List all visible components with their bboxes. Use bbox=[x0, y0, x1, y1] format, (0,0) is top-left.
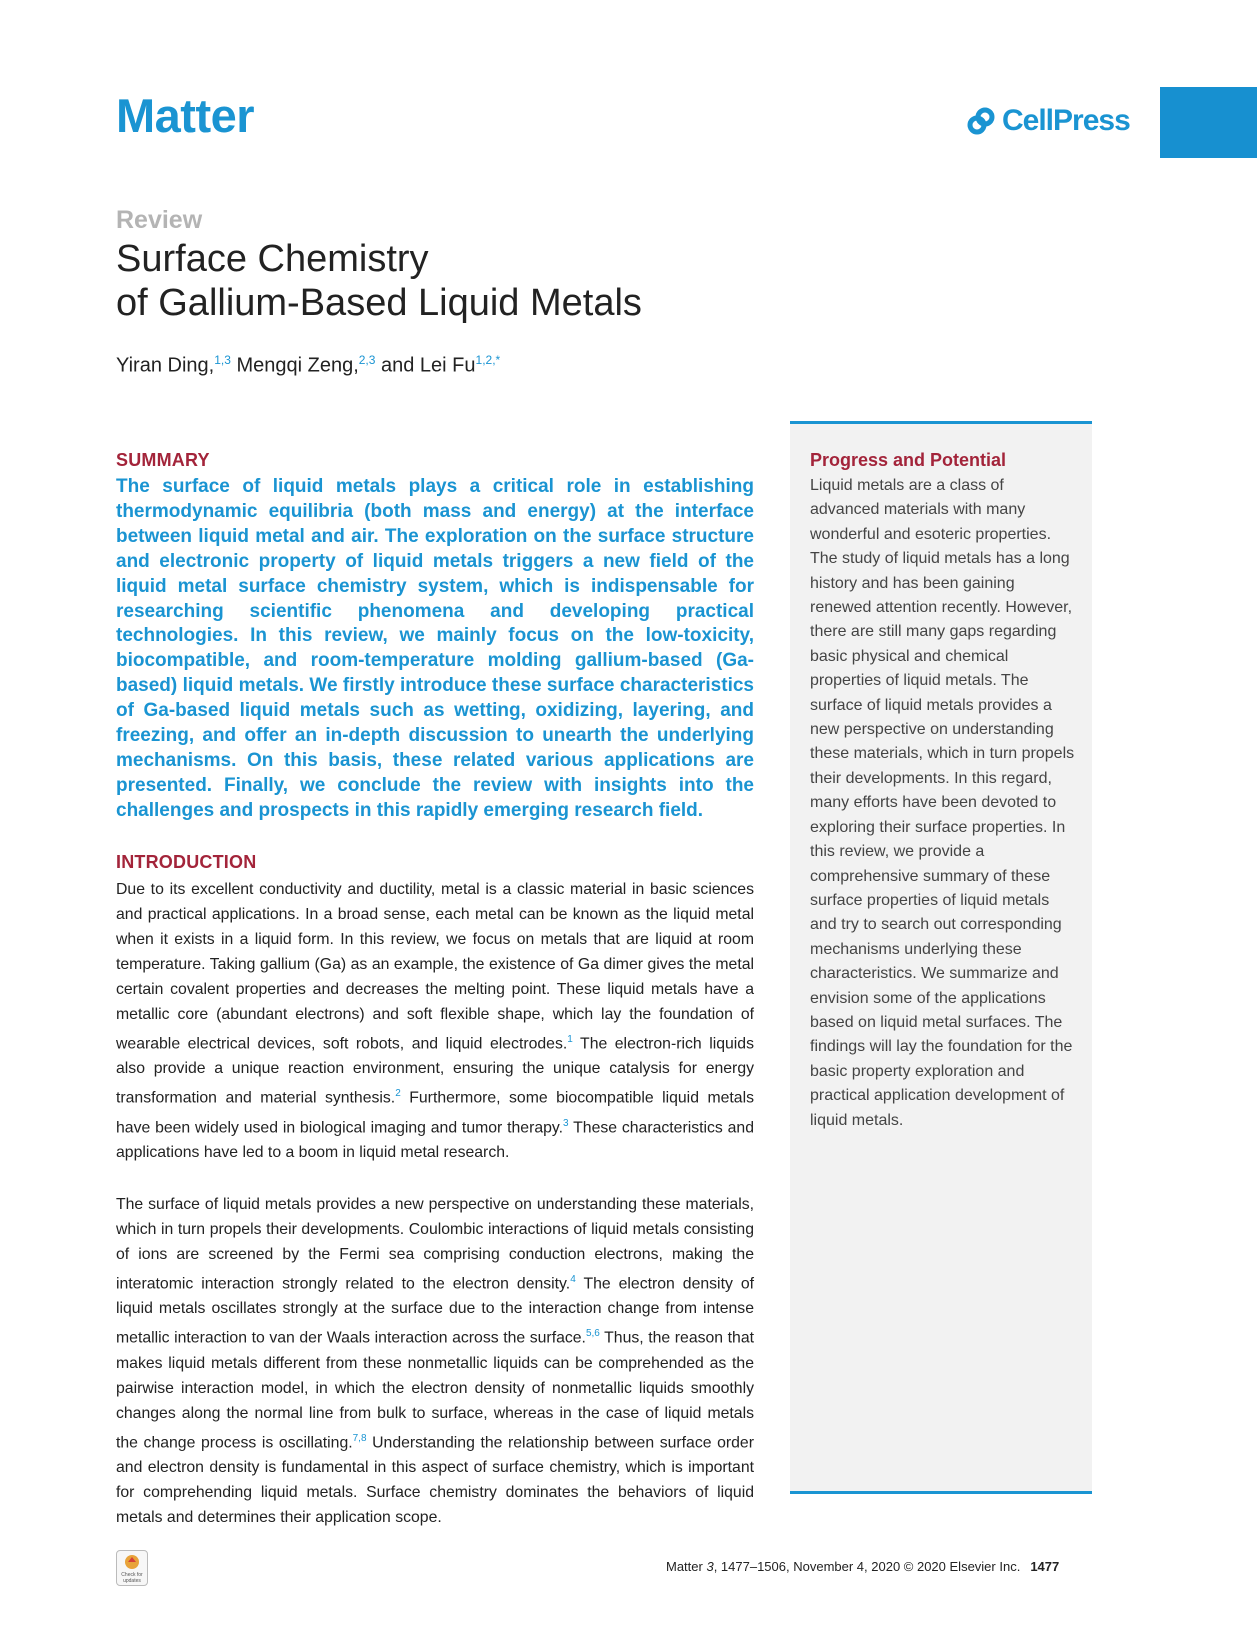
paragraph-text: Understanding the relationship between surface order and electron density is fundamental in this aspect of surface chemistry, which is important for comprehending liquid metals. Surface chemistry dominates the behaviors of liquid metals and determines their application scope. bbox=[116, 1433, 754, 1526]
introduction-heading: INTRODUCTION bbox=[116, 852, 257, 872]
citation-link[interactable]: 4 bbox=[570, 1274, 576, 1285]
author-affiliation[interactable]: 1,2,* bbox=[475, 353, 501, 367]
badge-label-1: Check for bbox=[121, 1572, 143, 1578]
publisher-name: CellPress bbox=[1002, 104, 1130, 137]
paragraph-text: The surface of liquid metals provides a new perspective on understanding these materials, which in turn propels their developments. Coulombic interactions of liquid metals consisting of ions are screened by the Fermi sea comprising conduction electrons, making the interatomic interaction strongly related to the electron density. bbox=[116, 1196, 754, 1293]
publisher-logo[interactable] bbox=[966, 104, 1130, 138]
article-title bbox=[116, 237, 642, 325]
article-type: Review bbox=[116, 206, 203, 234]
title-line-2: of Gallium-Based Liquid Metals bbox=[116, 282, 642, 324]
check-for-updates-badge[interactable] bbox=[116, 1550, 148, 1586]
footer-journal: Matter bbox=[666, 1559, 707, 1574]
cellpress-logo-icon bbox=[966, 106, 996, 136]
introduction-paragraph-2 bbox=[116, 1192, 754, 1530]
summary-text: The surface of liquid metals plays a critical role in establishing thermodynamic equilibria (both mass and energy) at the interface between liquid metal and air. The exploration on the surface structure and electronic property of liquid metals triggers a new field of the liquid metal surface chemistry system, which is indispensable for researching scientific phenomena and developing practical technologies. In this review, we mainly focus on the low-toxicity, biocompatible, and room-temperature molding gallium-based (Ga-based) liquid metals. We firstly introduce these surface characteristics of Ga-based liquid metals such as wetting, oxidizing, layering, and freezing, and offer an in-depth discussion to unearth the underlying mechanisms. On this basis, these related various applications are presented. Finally, we conclude the review with insights into the challenges and prospects in this rapidly emerging research field. bbox=[116, 476, 754, 821]
paragraph-text: Furthermore, some biocompatible liquid metals have been widely used in biological imaging and tumor therapy. bbox=[116, 1089, 754, 1136]
journal-color-tab bbox=[1160, 87, 1257, 158]
summary-heading: SUMMARY bbox=[116, 450, 210, 470]
page-number: 1477 bbox=[1030, 1559, 1060, 1574]
citation-link[interactable]: 5,6 bbox=[585, 1328, 600, 1340]
author-affiliation[interactable]: 2,3 bbox=[358, 353, 376, 367]
badge-label-2: updates bbox=[123, 1578, 141, 1584]
title-line-1: Surface Chemistry bbox=[116, 238, 429, 280]
introduction-paragraph-1 bbox=[116, 877, 754, 1165]
journal-title: Matter bbox=[116, 89, 255, 142]
author-affiliation[interactable]: 1,3 bbox=[214, 353, 231, 367]
paragraph-text: The electron density of liquid metals oscillates strongly at the surface due to the interaction change from intense metallic interaction to van der Waals interaction across the surface. bbox=[116, 1275, 755, 1347]
citation-link[interactable]: 1 bbox=[567, 1034, 573, 1045]
footer-volume: 3 bbox=[706, 1559, 714, 1574]
author-name: Yiran Ding, bbox=[116, 354, 215, 377]
paragraph-text: Thus, the reason that makes liquid metals different from these nonmetallic liquids can be comprehended as the pairwise interaction model, in which the electron density of nonmetallic liquids smoothly changes along the normal line from bulk to surface, whereas in the case of liquid metals the change process is oscillating. bbox=[116, 1329, 754, 1451]
author-name: and Lei Fu bbox=[381, 354, 476, 377]
progress-potential-heading: Progress and Potential bbox=[810, 450, 1007, 470]
page-footer bbox=[666, 1559, 1059, 1574]
author-name: Mengqi Zeng, bbox=[236, 354, 359, 377]
paragraph-text: Due to its excellent conductivity and ductility, metal is a classic material in basic sciences and practical applications. In a broad sense, each metal can be known as the liquid metal when it exists in a liquid form. In this review, we focus on metals that are liquid at room temperature. Taking gallium (Ga) as an example, the existence of Ga dimer gives the metal certain covalent properties and decreases the melting point. These liquid metals have a metallic core (abundant electrons) and soft flexible shape, which lay the foundation of wearable electrical devices, soft robots, and liquid electrodes. bbox=[116, 881, 754, 1053]
citation-link[interactable]: 7,8 bbox=[352, 1432, 367, 1444]
paragraph-text: These characteristics and applications have led to a boom in liquid metal research. bbox=[116, 1118, 754, 1161]
paragraph-text: The electron-rich liquids also provide a unique reaction environment, ensuring the unique catalysis for energy transformation and material synthesis. bbox=[116, 1035, 754, 1107]
citation-link[interactable]: 2 bbox=[395, 1088, 401, 1100]
author-list bbox=[116, 353, 500, 378]
citation-link[interactable]: 3 bbox=[563, 1117, 569, 1129]
progress-potential-text: Liquid metals are a class of advanced materials with many wonderful and esoteric properties. The study of liquid metals has a long history and has been gaining renewed attention recently. However, there are still many gaps regarding basic physical and chemical properties of liquid metals. The surface of liquid metals provides a new perspective on understanding these materials, which in turn propels their developments. In this regard, many efforts have been devoted to exploring their surface properties. In this review, we provide a comprehensive summary of these surface properties of liquid metals and try to search out corresponding mechanisms underlying these characteristics. We summarize and envision some of the applications based on liquid metal surfaces. The findings will lay the foundation for the basic property exploration and practical application development of liquid metals. bbox=[810, 477, 1075, 1129]
footer-citation: , 1477–1506, November 4, 2020 © 2020 Elsevier Inc. bbox=[713, 1559, 1021, 1574]
check-for-updates-icon bbox=[117, 1551, 147, 1585]
